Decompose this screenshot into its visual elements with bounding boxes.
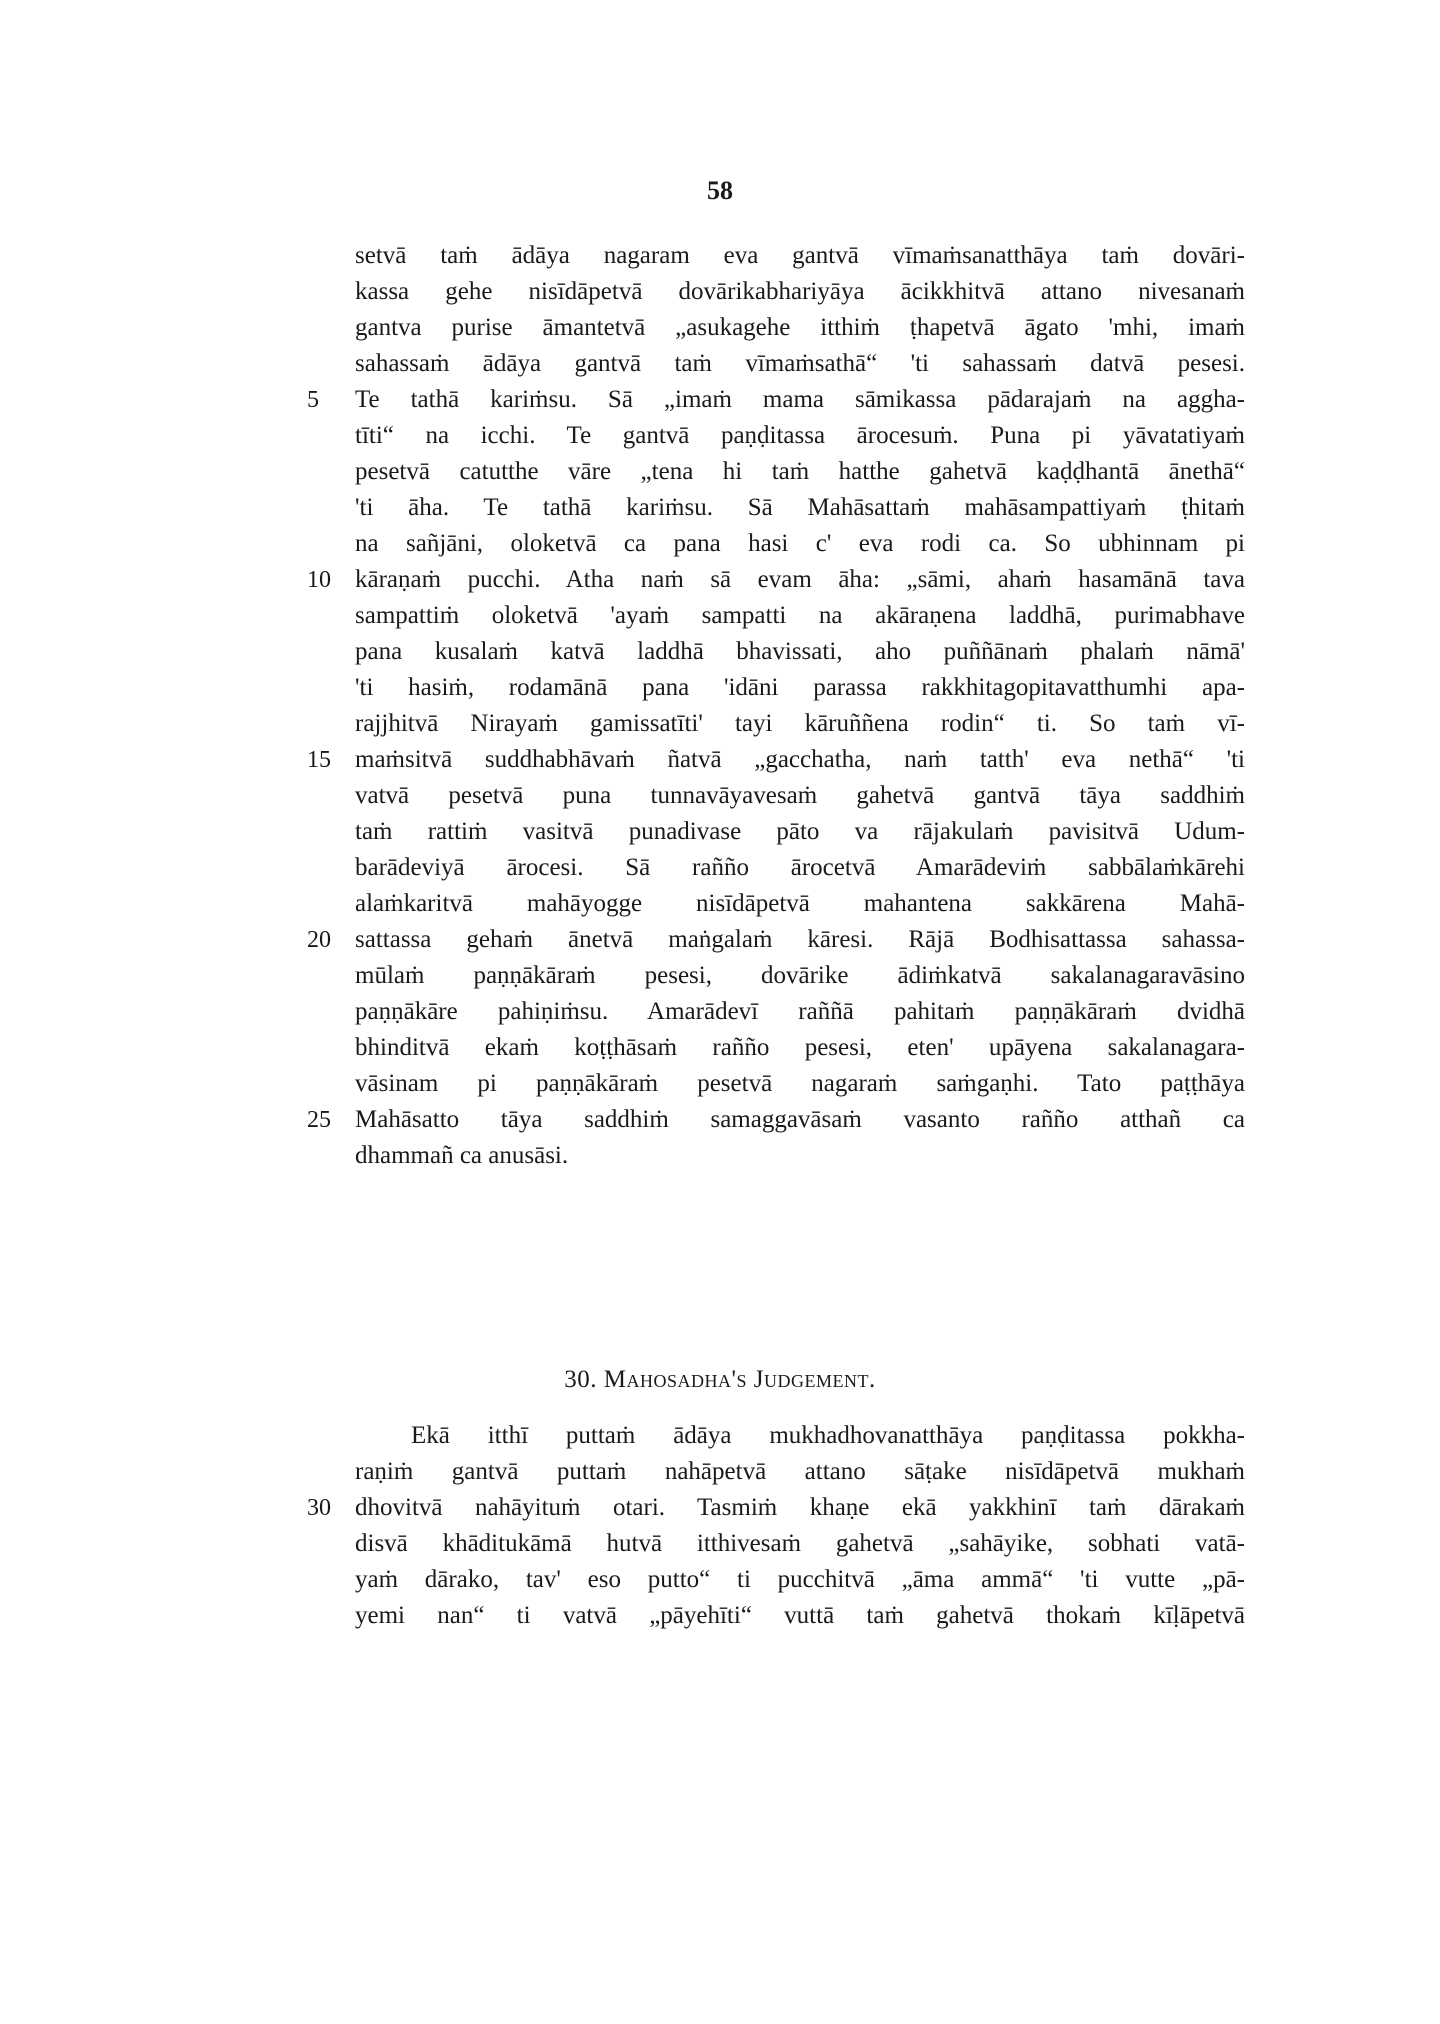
text-line [355, 1418, 1245, 1454]
text-line [355, 1562, 1245, 1598]
line-text: taṁ rattiṁ vasitvā punadivase pāto va rājakulaṁ pavisitvā Udum- [355, 818, 1245, 845]
text-line [355, 526, 1245, 562]
line-text: sahassaṁ ādāya gantvā taṁ vīmaṁsathā“ 'ti sahassaṁ datvā pesesi. [355, 350, 1245, 377]
line-text: pana kusalaṁ katvā laddhā bhavissati, aho puññānaṁ phalaṁ nāmā' [355, 638, 1245, 665]
line-number: 30 [307, 1495, 331, 1521]
text-line [355, 1598, 1245, 1634]
line-number: 5 [307, 387, 319, 413]
text-line [355, 310, 1245, 346]
line-text: vāsinam pi paṇṇākāraṁ pesetvā nagaraṁ saṁgaṇhi. Tato paṭṭhāya [355, 1070, 1245, 1097]
text-line [355, 814, 1245, 850]
line-number: 25 [307, 1107, 331, 1133]
line-text: alaṁkaritvā mahāyogge nisīdāpetvā mahantena sakkārena Mahā- [355, 890, 1245, 917]
line-text: dhovitvā nahāyituṁ otari. Tasmiṁ khaṇe ekā yakkhinī taṁ dārakaṁ [355, 1494, 1245, 1521]
line-text: yaṁ dārako, tav' eso putto“ ti pucchitvā „āma ammā“ 'ti vutte „pā- [355, 1566, 1245, 1593]
line-text: vatvā pesetvā puna tunnavāyavesaṁ gahetvā gantvā tāya saddhiṁ [355, 782, 1245, 809]
text-line [355, 418, 1245, 454]
text-line [307, 742, 1245, 778]
line-text: barādeviyā ārocesi. Sā rañño ārocetvā Amarādeviṁ sabbālaṁkārehi [355, 854, 1245, 881]
text-line [307, 1490, 1245, 1526]
line-text: sattassa gehaṁ ānetvā maṅgalaṁ kāresi. Rājā Bodhisattassa sahassa- [355, 926, 1245, 953]
line-text: 'ti hasiṁ, rodamānā pana 'idāni parassa rakkhitagopitavatthumhi apa- [355, 674, 1245, 701]
text-line [355, 706, 1245, 742]
text-line [355, 958, 1245, 994]
line-text: dhammañ ca anusāsi. [355, 1142, 569, 1169]
line-text: rajjhitvā Nirayaṁ gamissatīti' tayi kāruññena rodin“ ti. So taṁ vī- [355, 710, 1245, 737]
text-line [355, 346, 1245, 382]
line-text: maṁsitvā suddhabhāvaṁ ñatvā „gacchatha, naṁ tatth' eva nethā“ 'ti [355, 746, 1245, 773]
line-number: 15 [307, 747, 331, 773]
line-text: sampattiṁ oloketvā 'ayaṁ sampatti na akāraṇena laddhā, purimabhave [355, 602, 1245, 629]
line-number: 10 [307, 567, 331, 593]
text-line [355, 238, 1245, 274]
text-line [355, 1030, 1245, 1066]
text-line [355, 454, 1245, 490]
text-line [307, 1102, 1245, 1138]
line-text: paṇṇākāre pahiṇiṁsu. Amarādevī raññā pahitaṁ paṇṇākāraṁ dvidhā [355, 998, 1245, 1025]
line-text: tīti“ na icchi. Te gantvā paṇḍitassa ārocesuṁ. Puna pi yāvatatiyaṁ [355, 422, 1245, 449]
line-text: yemi nan“ ti vatvā „pāyehīti“ vuttā taṁ gahetvā thokaṁ kīḷāpetvā [355, 1602, 1245, 1629]
text-line [355, 1526, 1245, 1562]
line-text: setvā taṁ ādāya nagaram eva gantvā vīmaṁsanatthāya taṁ dovāri- [355, 242, 1245, 269]
line-text: kāraṇaṁ pucchi. Atha naṁ sā evam āha: „sāmi, ahaṁ hasamānā tava [355, 566, 1245, 593]
line-text: pesetvā catutthe vāre „tena hi taṁ hatthe gahetvā kaḍḍhantā ānethā“ [355, 458, 1245, 485]
text-line [307, 922, 1245, 958]
text-line [307, 382, 1245, 418]
line-text: Ekā itthī puttaṁ ādāya mukhadhovanatthāya paṇḍitassa pokkha- [411, 1422, 1245, 1449]
lower-text-block [307, 1418, 1245, 1634]
line-text: Te tathā kariṁsu. Sā „imaṁ mama sāmikassa pādarajaṁ na aggha- [355, 386, 1245, 413]
line-text: bhinditvā ekaṁ koṭṭhāsaṁ rañño pesesi, eten' upāyena sakalanagara- [355, 1034, 1245, 1061]
line-text: disvā khāditukāmā hutvā itthivesaṁ gahetvā „sahāyike, sobhati vatā- [355, 1530, 1245, 1557]
section-title: Mahosadha's Judgement. [603, 1366, 876, 1393]
text-line [307, 562, 1245, 598]
section-heading [0, 1366, 1440, 1394]
text-line [355, 1066, 1245, 1102]
line-text: raṇiṁ gantvā puttaṁ nahāpetvā attano sāṭake nisīdāpetvā mukhaṁ [355, 1458, 1245, 1485]
upper-text-block [307, 238, 1245, 1174]
text-line [355, 274, 1245, 310]
line-text: Mahāsatto tāya saddhiṁ samaggavāsaṁ vasanto rañño atthañ ca [355, 1106, 1245, 1133]
section-number: 30. [564, 1366, 598, 1393]
line-text: 'ti āha. Te tathā kariṁsu. Sā Mahāsattaṁ mahāsampattiyaṁ ṭhitaṁ [355, 494, 1245, 521]
text-line [355, 886, 1245, 922]
text-line [355, 850, 1245, 886]
text-line [355, 1138, 1245, 1174]
text-line [355, 994, 1245, 1030]
text-line [355, 778, 1245, 814]
line-number: 20 [307, 927, 331, 953]
line-text: gantva purise āmantetvā „asukagehe itthiṁ ṭhapetvā āgato 'mhi, imaṁ [355, 314, 1245, 341]
line-text: na sañjāni, oloketvā ca pana hasi c' eva rodi ca. So ubhinnam pi [355, 530, 1245, 557]
line-text: mūlaṁ paṇṇākāraṁ pesesi, dovārike ādiṁkatvā sakalanagaravāsino [355, 962, 1245, 989]
text-line [355, 1454, 1245, 1490]
text-line [355, 670, 1245, 706]
text-line [355, 598, 1245, 634]
page-number: 58 [707, 176, 733, 205]
text-line [355, 634, 1245, 670]
line-text: kassa gehe nisīdāpetvā dovārikabhariyāya ācikkhitvā attano nivesanaṁ [355, 278, 1245, 305]
text-line [355, 490, 1245, 526]
